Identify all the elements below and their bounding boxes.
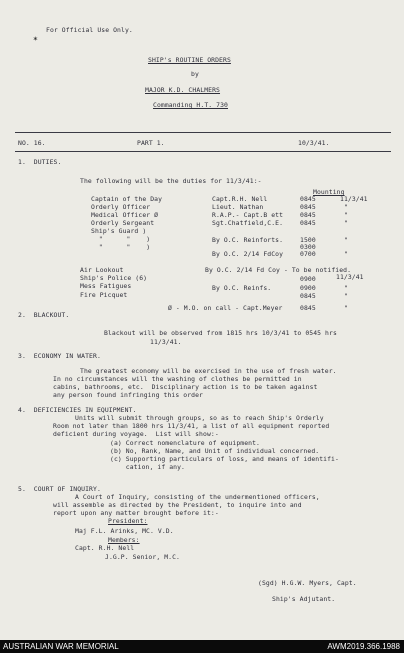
- duty-role: Medical Officer Ø: [91, 211, 159, 219]
- duty-date: 11/3/41: [336, 273, 364, 281]
- water-line: cabins, bathrooms, etc. Disciplinary action is to be taken against: [53, 383, 318, 391]
- footer-accession-number: AWM2019.366.1988: [327, 642, 400, 651]
- top-rule: [15, 132, 391, 133]
- duties-intro: The following will be the duties for 11/3/41:-: [80, 177, 262, 185]
- duty-date: ": [344, 211, 348, 219]
- duty-time: 1500: [300, 236, 316, 244]
- duty-time: 0845: [300, 304, 316, 312]
- section-water-heading: 3. ECONOMY IN WATER.: [18, 352, 101, 360]
- duty-date: ": [344, 284, 348, 292]
- member-name: J.G.P. Senior, M.C.: [105, 553, 181, 561]
- blackout-text: Blackout will be observed from 1815 hrs 10/3/41 to 0545 hrs: [104, 329, 337, 337]
- duty-person: Lieut. Nathan: [212, 203, 264, 211]
- duty-person: By O.C. Reinfs.: [212, 284, 272, 292]
- order-date: 10/3/41.: [298, 139, 330, 147]
- duty-role: " " ): [91, 235, 151, 243]
- members-label: Members:: [108, 536, 140, 544]
- duty-role: Orderly Officer: [91, 203, 151, 211]
- bottom-rule: [15, 151, 391, 152]
- president-label: President:: [108, 517, 148, 525]
- duty-time: 0845: [300, 292, 316, 300]
- water-line: The greatest economy will be exercised in the use of fresh water.: [80, 367, 337, 375]
- duty-time: 0845: [300, 219, 316, 227]
- president-name: Maj F.L. Arinks, MC. V.D.: [75, 527, 174, 535]
- duty-date: ": [344, 219, 348, 227]
- duty-role: Fire Picquet: [80, 291, 128, 299]
- duty-role: Captain of the Day: [91, 195, 163, 203]
- deficiencies-line: Units will submit through groups, so as to reach Ship's Orderly: [75, 414, 324, 422]
- duty-person: Sgt.Chatfield,C.E.: [212, 219, 284, 227]
- section-duties-heading: 1. DUTIES.: [18, 158, 62, 166]
- duty-time: 0700: [300, 250, 316, 258]
- member-name: Capt. R.H. Nell: [75, 544, 135, 552]
- duty-time: 0900: [300, 284, 316, 292]
- footer-institution: AUSTRALIAN WAR MEMORIAL: [3, 642, 119, 651]
- duty-person: By O.C. 2/14 FdCoy: [212, 250, 284, 258]
- duty-time: 0845: [300, 203, 316, 211]
- mounting-header: Mounting: [313, 188, 345, 196]
- signature-line: (Sgd) H.G.W. Myers, Capt.: [258, 579, 357, 587]
- deficiencies-line: Room not later than 1800 hrs 11/3/41, a list of all equipment reported: [53, 422, 330, 430]
- deficiencies-line: deficient during voyage. List will show:-: [53, 430, 219, 438]
- duty-role: Ship's Police (6): [80, 274, 148, 282]
- duty-role: Air Lookout: [80, 266, 124, 274]
- command-line: Commanding H.T. 730: [153, 101, 229, 109]
- water-line: any person found infringing this order: [53, 391, 204, 399]
- water-line: In no circumstances will the washing of clothes be permitted in: [53, 375, 302, 383]
- duty-date: ": [344, 236, 348, 244]
- title-by: by: [191, 70, 199, 78]
- duty-date: 11/3/41: [340, 195, 368, 203]
- inquiry-line: will assemble as directed by the President, to inquire into and: [53, 501, 302, 509]
- deficiencies-item: cation, if any.: [110, 463, 186, 471]
- duty-time: 0845: [300, 195, 316, 203]
- pin-mark-icon: ✶: [33, 34, 38, 43]
- duty-date: ": [344, 203, 348, 211]
- order-part: PART 1.: [137, 139, 165, 147]
- deficiencies-item: (c) Supporting particulars of loss, and means of identifi-: [110, 455, 339, 463]
- blackout-text-continued: 11/3/41.: [150, 338, 182, 346]
- section-inquiry-heading: 5. COURT OF INQUIRY.: [18, 485, 101, 493]
- duty-time: 0900: [300, 275, 316, 283]
- duty-date: ": [344, 250, 348, 258]
- inquiry-line: A Court of Inquiry, consisting of the undermentioned officers,: [75, 493, 320, 501]
- inquiry-line: report upon any matter brought before it:-: [53, 509, 219, 517]
- duty-role: Orderly Sergeant: [91, 219, 155, 227]
- duty-role: " " ): [91, 243, 151, 251]
- section-deficiencies-heading: 4. DEFICIENCIES IN EQUIPMENT.: [18, 406, 137, 414]
- duty-date: ": [344, 304, 348, 312]
- duty-time: 0845: [300, 211, 316, 219]
- duty-date: ": [344, 292, 348, 300]
- official-use-note: For Official Use Only.: [46, 26, 133, 34]
- signature-title: Ship's Adjutant.: [272, 595, 336, 603]
- duty-person: R.A.P.- Capt.B ett: [212, 211, 284, 219]
- section-blackout-heading: 2. BLACKOUT.: [18, 311, 70, 319]
- deficiencies-item: (a) Correct nomenclature of equipment.: [110, 439, 261, 447]
- duty-person: By O.C. 2/14 Fd Coy - To be notified.: [205, 266, 352, 274]
- duty-role: Ship's Guard ): [91, 227, 147, 235]
- order-number: NO. 16.: [18, 139, 46, 147]
- deficiencies-item: (b) No, Rank, Name, and Unit of individual concerned.: [110, 447, 320, 455]
- duty-person: Capt.R.H. Nell: [212, 195, 268, 203]
- duty-time-overstrike: 0300: [300, 243, 316, 251]
- duty-person: By O.C. Reinforts.: [212, 236, 284, 244]
- footer-bar: [0, 640, 404, 653]
- duty-role: Ø - M.O. on call - Capt.Meyer: [168, 304, 283, 312]
- duty-role: Mess Fatigues: [80, 282, 132, 290]
- document-title: SHIP's ROUTINE ORDERS: [148, 56, 231, 64]
- officer-name: MAJOR K.D. CHALMERS: [145, 86, 221, 94]
